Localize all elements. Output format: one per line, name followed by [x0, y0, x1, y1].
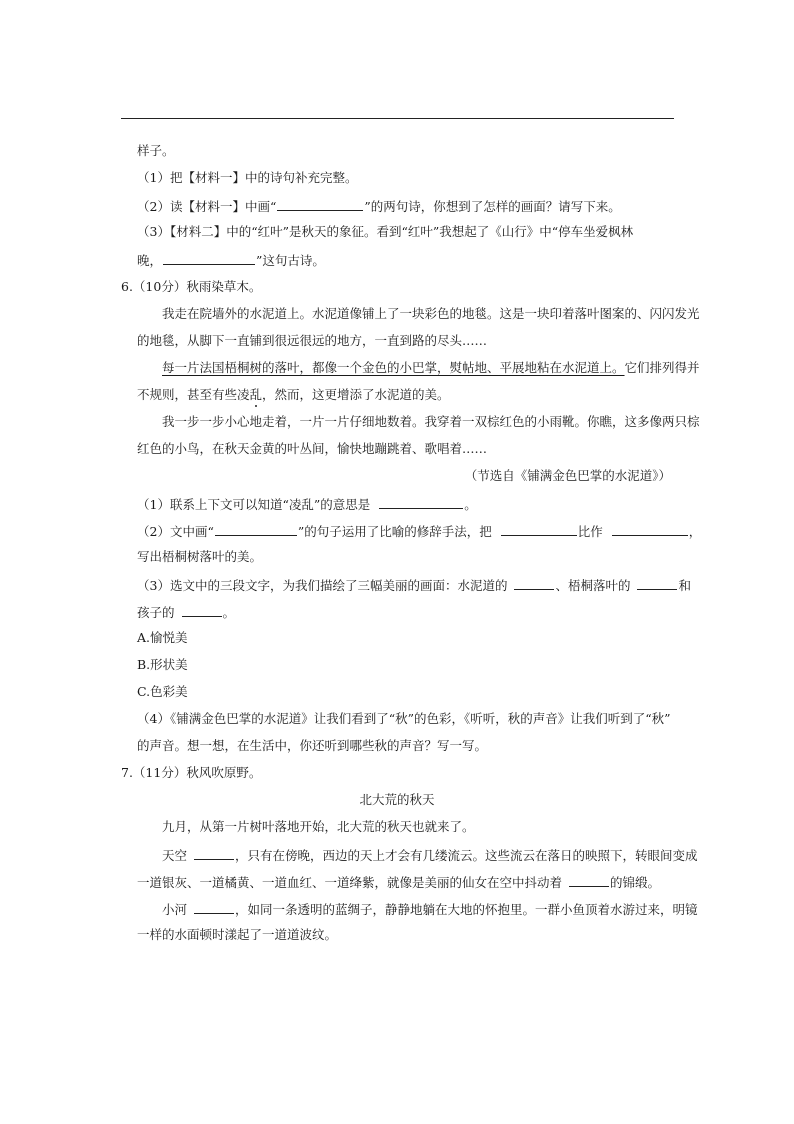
- answer-blank[interactable]: [501, 524, 577, 536]
- passage-title: 北大荒的秋天: [359, 792, 435, 807]
- passage-line: 我一步一步小心地走着，一片一片仔细地数着。我穿着一双棕红色的小雨靴。你瞧，这多像两只棕: [162, 414, 700, 429]
- answer-blank[interactable]: [569, 875, 609, 887]
- question-6-heading: 6.（10分）秋雨染草木。: [121, 279, 262, 294]
- option-b[interactable]: B.形状美: [137, 657, 188, 672]
- answer-blank[interactable]: [163, 253, 255, 265]
- answer-blank[interactable]: [215, 524, 297, 536]
- passage-line: 一道银灰、一道橘黄、一道血红、一道绛紫，就像是美丽的仙女在空中抖动着 的锦缎。: [137, 875, 661, 890]
- passage-line: 九月，从第一片树叶落地开始，北大荒的秋天也就来了。: [162, 819, 475, 834]
- passage-line: 红色的小鸟，在秋天金黄的叶丛间，愉快地蹦跳着、歌唱着……: [137, 441, 488, 456]
- text-line: 样子。: [137, 143, 175, 158]
- answer-blank[interactable]: [612, 524, 688, 536]
- passage-line: 的地毯，从脚下一直铺到很远很远的地方，一直到路的尽头……: [137, 333, 488, 348]
- answer-blank[interactable]: [514, 578, 554, 590]
- question-5-1: （1）把【材料一】中的诗句补充完整。: [137, 170, 358, 185]
- passage-line: 天空 ，只有在傍晚，西边的天上才会有几缕流云。这些流云在落日的映照下，转眼间变成: [162, 848, 698, 863]
- passage-line: 每一片法国梧桐树的落叶，都像一个金色的小巴掌，熨帖地、平展地粘在水泥道上。它们排列得并: [162, 360, 700, 375]
- question-6-3: （3）选文中的三段文字，为我们描绘了三幅美丽的画面：水泥道的 、梧桐落叶的 和: [137, 578, 691, 593]
- passage-source: （节选自《铺满金色巴掌的水泥道》）: [464, 468, 671, 483]
- header-rule: [121, 118, 674, 119]
- option-c[interactable]: C.色彩美: [137, 684, 188, 699]
- underlined-sentence: 每一片法国梧桐树的落叶，都像一个金色的小巴掌，熨帖地、平展地粘在水泥道上。: [162, 360, 625, 375]
- answer-blank[interactable]: [194, 848, 234, 860]
- option-a[interactable]: A.愉悦美: [137, 630, 188, 645]
- question-6-3-cont: 孩子的 。: [137, 605, 236, 620]
- question-7-heading: 7.（11分）秋风吹原野。: [121, 765, 262, 780]
- passage-line: 不规则，甚至有些凌乱，然而，这更增添了水泥道的美。: [137, 387, 450, 402]
- passage-line: 我走在院墙外的水泥道上。水泥道像铺上了一块彩色的地毯。这是一块印着落叶图案的、闪闪发光: [162, 306, 700, 321]
- answer-blank[interactable]: [194, 902, 234, 914]
- question-5-2: （2）读【材料一】中画“ ”的两句诗，你想到了怎样的画面？请写下来。: [137, 199, 621, 214]
- answer-blank[interactable]: [637, 578, 677, 590]
- passage-line: 小河 ，如同一条透明的蓝绸子，静静地躺在大地的怀抱里。一群小鱼顶着水游过来，明镜: [162, 902, 698, 917]
- answer-blank[interactable]: [277, 199, 363, 211]
- question-6-2: （2）文中画“ ”的句子运用了比喻的修辞手法，把 比作 ，: [137, 524, 702, 539]
- question-6-4: （4）《铺满金色巴掌的水泥道》让我们看到了“秋”的色彩，《听听，秋的声音》让我们听到了“秋”: [137, 711, 671, 726]
- answer-blank[interactable]: [379, 497, 463, 509]
- question-6-1: （1）联系上下文可以知道“凌乱”的意思是 。: [137, 497, 477, 512]
- answer-blank[interactable]: [182, 605, 222, 617]
- passage-line: 一样的水面顿时漾起了一道道波纹。: [137, 927, 338, 942]
- question-5-3: （3）【材料二】中的“红叶”是秋天的象征。看到“红叶”我想起了《山行》中“停车坐爱枫林: [137, 224, 634, 239]
- dotted-character: 乱: [249, 387, 263, 402]
- question-6-2-cont: 写出梧桐树落叶的美。: [137, 549, 263, 564]
- question-5-3-cont: 晚， ”这句古诗。: [137, 253, 325, 268]
- question-6-4-cont: 的声音。想一想，在生活中，你还听到哪些秋的声音？写一写。: [137, 738, 488, 753]
